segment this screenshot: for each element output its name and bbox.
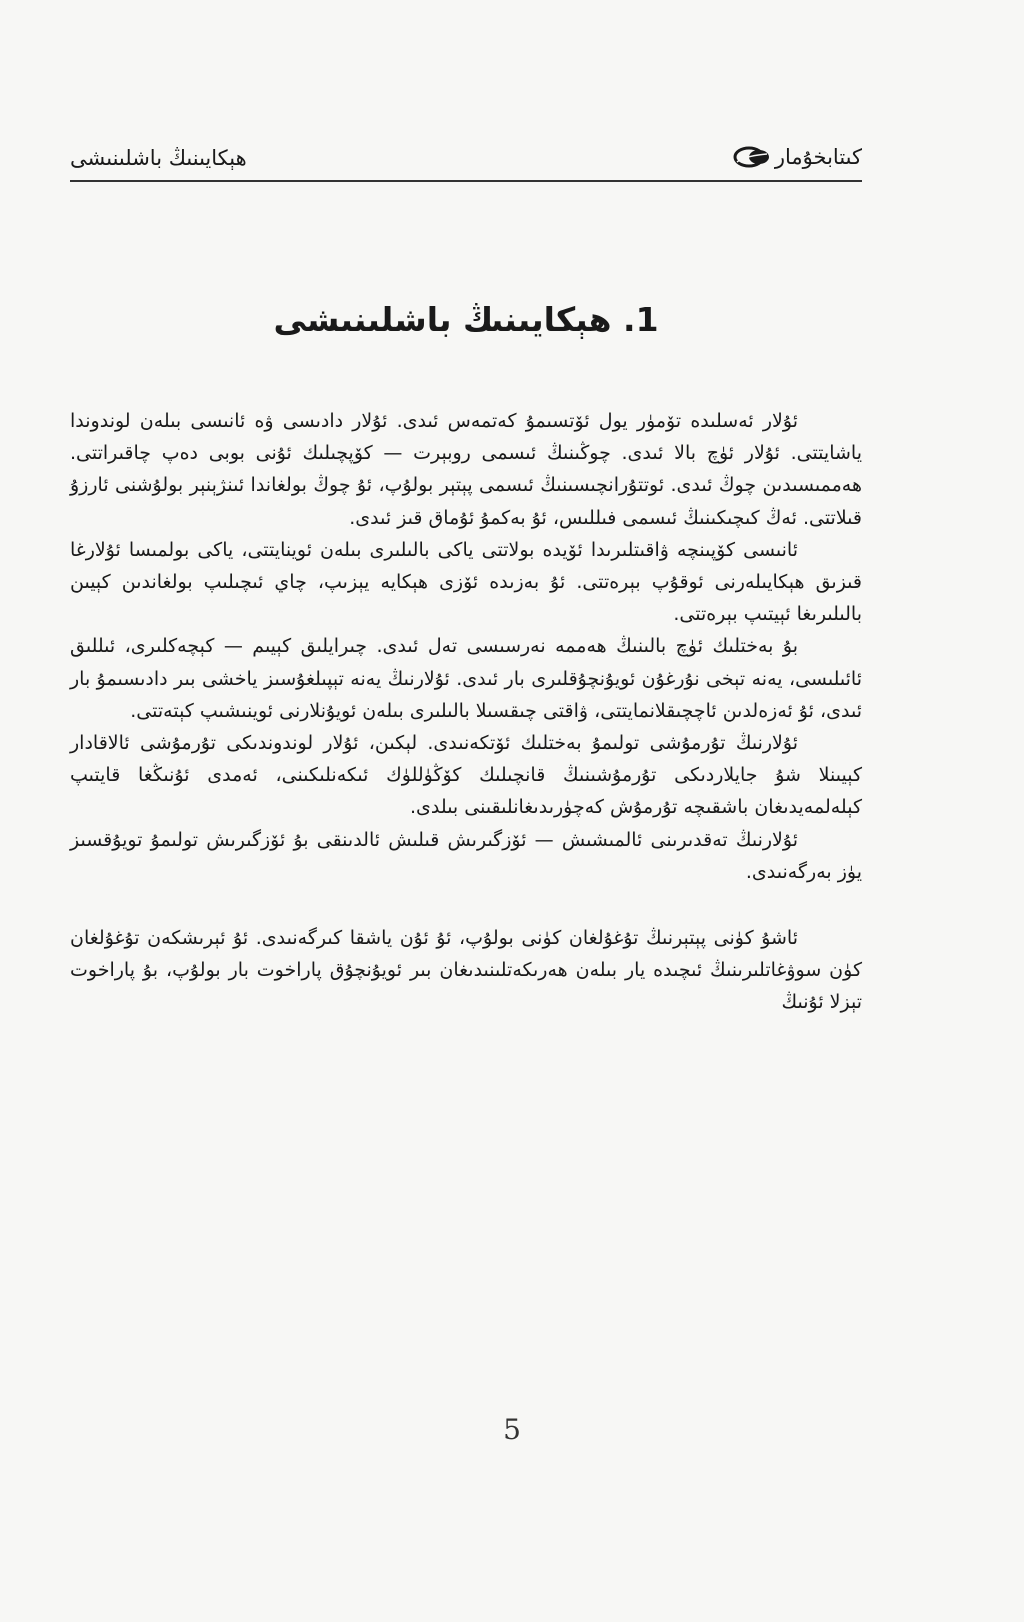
paragraph: ئۇلارنىڭ تەقدىرىنى ئالمىشىش — ئۆزگىرىش قىلىش ئالدىنقى بۇ ئۆزگىرىش تولىمۇ تويۇقسىز يۈز بەرگەنىدى. [70,828,862,883]
header-rule [70,180,862,182]
page-number: 5 [503,1413,521,1446]
paragraph: بۇ بەختلىك ئۈچ بالىنىڭ ھەممە نەرسىسى تەل ئىدى. چىرايلىق كېيىم — كېچەكلىرى، ئىللىق ئائىلىسى، يەنە تېخى نۇرغۇن ئويۇنچۇقلىرى بار ئىدى. ئۇلارنىڭ يەنە تېپىلغۇسىز ياخشى بىر دادىسىمۇ بار ئىدى، ئۇ ئەزەلدىن ئاچچىقلانمايتتى، ۋاقتى چىقسىلا بالىلىرى بىلەن ئويۇنلارنى ئوينىشىپ كېتەتتى. [70,635,862,722]
publisher-logo [733,144,862,170]
running-header [70,140,862,180]
body-text [70,405,862,1019]
paragraph: ئانىسى كۆپىنچە ۋاقىتلىرىدا ئۆيدە بولاتتى ياكى بالىلىرى بىلەن ئوينايتتى، ياكى بولمىسا ئۇلارغا قىزىق ھېكايىلەرنى ئوقۇپ بېرەتتى. ئۇ بەزىدە ئۆزى ھېكايە يېزىپ، چاي ئىچىلىپ بولغاندىن كېيىن بالىلىرىغا ئېيتىپ بېرەتتى. [70,538,862,626]
leaf-logo-icon [733,144,771,170]
chapter-title: 1. ھېكايىنىڭ باشلىنىشى [273,300,659,339]
paragraph: ئاشۇ كۈنى پېتېرنىڭ تۇغۇلغان كۈنى بولۇپ، ئۇ ئۇن ياشقا كىرگەنىدى. ئۇ ئېرىشكەن تۇغۇلغان كۈن سوۋغاتلىرىنىڭ ئىچىدە يار بىلەن ھەرىكەتلىنىدىغان بىر ئويۇنچۇق پاراخوت بار بولۇپ، بۇ پاراخوت تېزلا ئۇنىڭ [70,927,862,1014]
running-section-title: ھېكايىنىڭ باشلىنىشى [70,146,247,170]
paragraph: ئۇلار ئەسلىدە تۆمۈر يول ئۆتسىمۇ كەتمەس ئىدى. ئۇلار دادىسى ۋە ئانىسى بىلەن لوندوندا ياشايتتى. ئۇلار ئۈچ بالا ئىدى. چوڭىنىڭ ئىسمى روبېرت — كۆپچىلىك ئۇنى بوبى دەپ چاقىراتتى. ھەممىسىدىن چوڭ ئىدى. ئوتتۇرانچىسىنىڭ ئىسمى پېتېر بولۇپ، ئۇ چوڭ بولغاندا ئىنژېنېر بولۇشنى ئارزۇ قىلاتتى. ئەڭ كىچىكىنىڭ ئىسمى فىللىس، ئۇ بەكمۇ ئۇماق قىز ئىدى. [70,410,862,529]
paragraph: ئۇلارنىڭ تۇرمۇشى تولىمۇ بەختلىك ئۆتكەنىدى. لېكىن، ئۇلار لوندوندىكى تۇرمۇشى ئالاقادار كېيىنلا شۇ جايلاردىكى تۇرمۇشىنىڭ قانچىلىك كۆڭۈللۈك ئىكەنلىكىنى، ئەمدى ئۇنىڭغا قايتىپ كېلەلمەيدىغان باشقىچە تۇرمۇش كەچۈرىدىغانلىقىنى بىلدى. [70,732,862,819]
publisher-logo-text: كىتابخۇمار [774,145,862,169]
